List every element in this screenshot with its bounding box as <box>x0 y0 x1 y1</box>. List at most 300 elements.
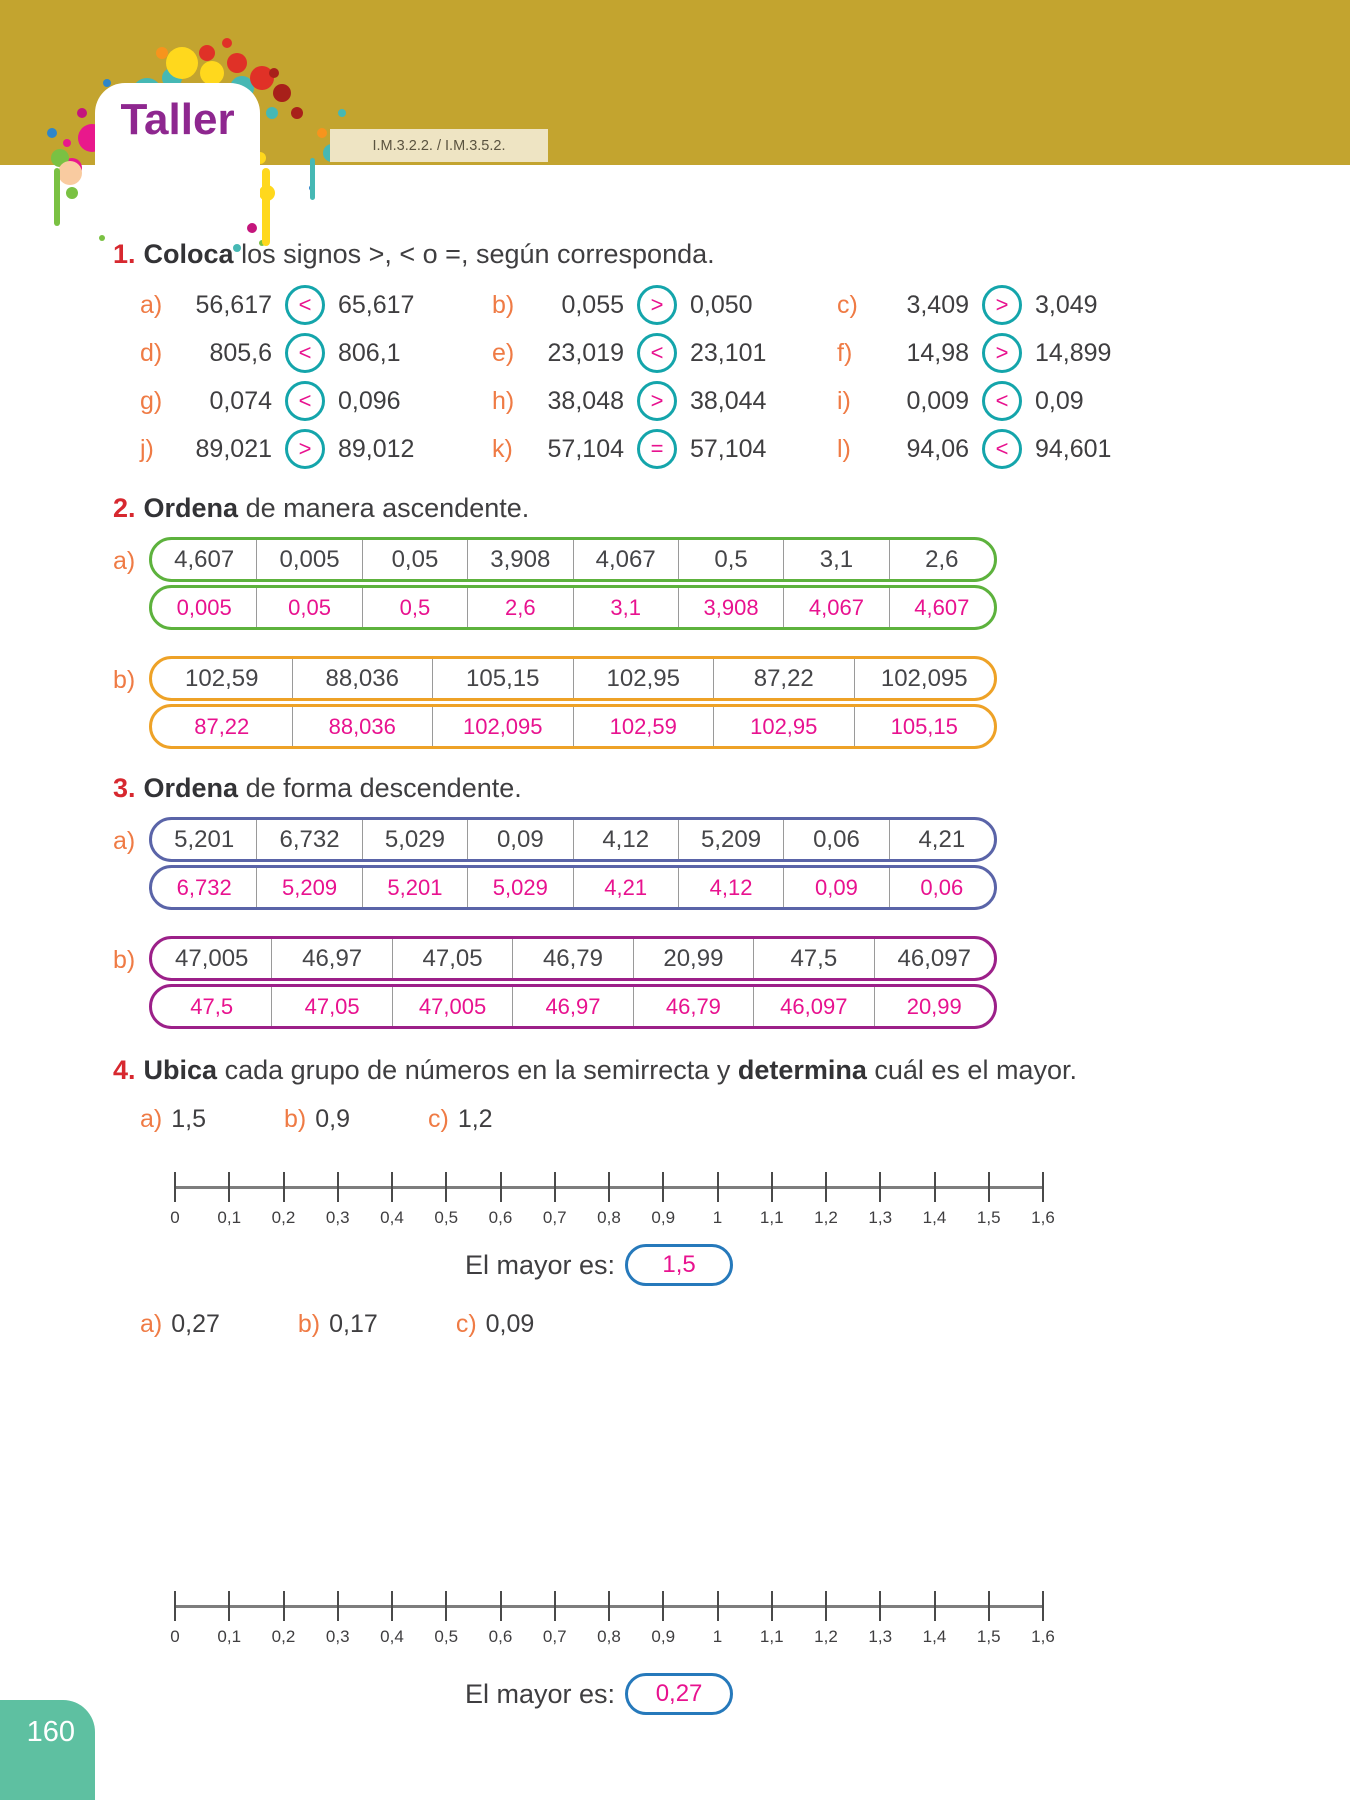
cell-value <box>574 707 715 746</box>
tick-mark <box>554 1591 556 1621</box>
mayor-answer-field-1[interactable] <box>625 1244 733 1286</box>
cell-value <box>293 707 434 746</box>
cell-text: 102,95 <box>750 713 818 739</box>
comparison-item <box>492 333 837 373</box>
cell-text: 47,5 <box>790 944 838 972</box>
tick-label: 0,3 <box>325 1627 350 1646</box>
cell-text: 6,732 <box>279 825 340 853</box>
item-letter: a) <box>113 827 136 855</box>
cell-text: 87,22 <box>194 713 250 739</box>
tick-mark <box>174 1591 176 1621</box>
right-number: 94,601 <box>1035 434 1112 463</box>
tick-mark <box>337 1591 339 1621</box>
cell-value <box>257 588 362 627</box>
mayor-label-2: El mayor es: <box>465 1678 616 1709</box>
cell-value <box>574 659 715 698</box>
cell-text: 3,908 <box>490 545 551 573</box>
tick-mark <box>283 1172 285 1202</box>
comparison-sign: < <box>995 388 1009 413</box>
comparison-sign: < <box>298 292 312 317</box>
tick-label: 1,4 <box>922 1627 947 1646</box>
tick-label: 0,4 <box>380 1627 404 1646</box>
cell-text: 5,029 <box>384 825 445 853</box>
tick-label: 1,2 <box>814 1208 838 1227</box>
cell-text: 102,59 <box>609 713 677 739</box>
tick-mark <box>988 1172 990 1202</box>
option-value: 0,27 <box>171 1310 220 1338</box>
cell-text: 4,21 <box>918 825 966 853</box>
pill-stack <box>149 936 997 1029</box>
tick-label: 0,6 <box>488 1208 513 1227</box>
exercise2-verb: Ordena <box>143 493 239 523</box>
cell-text: 102,095 <box>462 713 543 739</box>
cell-value <box>152 987 272 1026</box>
tick-mark <box>825 1172 827 1202</box>
tick-mark <box>771 1591 773 1621</box>
item-letter: g) <box>140 386 163 415</box>
tick-label: 0,1 <box>217 1208 242 1227</box>
item-letter: d) <box>140 338 163 367</box>
tick-label: 0,9 <box>651 1208 676 1227</box>
cell-value <box>152 820 257 859</box>
tick-mark <box>988 1591 990 1621</box>
item-letter: b) <box>113 946 136 974</box>
tick-label: 1,6 <box>1031 1208 1055 1227</box>
option-item <box>456 1310 535 1339</box>
cell-value <box>574 820 679 859</box>
tick-label: 1,2 <box>814 1627 838 1646</box>
cell-text: 3,1 <box>819 545 854 573</box>
item-letter: b) <box>113 666 136 694</box>
order-block <box>113 936 1270 1029</box>
exercise3-title <box>113 771 1270 805</box>
cell-value <box>363 868 468 907</box>
given-row <box>149 936 997 981</box>
item-letter: i) <box>837 386 851 415</box>
exercise4-instruction-middle: cada grupo de números en la semirrecta y <box>217 1055 738 1085</box>
tick-label: 0,2 <box>271 1208 296 1227</box>
right-number: 3,049 <box>1035 290 1098 319</box>
cell-value <box>890 588 994 627</box>
tick-label: 1,1 <box>759 1627 784 1646</box>
cell-text: 6,732 <box>176 874 232 900</box>
option-value: 0,9 <box>315 1105 350 1133</box>
exercise2-number: 2. <box>113 493 136 523</box>
right-number: 65,617 <box>338 290 415 319</box>
tick-mark <box>174 1172 176 1202</box>
exercise1-verb: Coloca <box>143 239 234 269</box>
item-letter: b) <box>492 290 515 319</box>
cell-text: 88,036 <box>328 713 396 739</box>
sign-answer-circle[interactable] <box>285 333 325 373</box>
option-value: 1,5 <box>171 1105 206 1133</box>
sign-answer-circle[interactable] <box>982 333 1022 373</box>
comparison-item <box>492 285 837 325</box>
option-item <box>140 1105 206 1134</box>
item-letter: a) <box>140 1310 163 1338</box>
cell-value <box>679 540 784 579</box>
right-number: 14,899 <box>1035 338 1112 367</box>
cell-text: 0,09 <box>815 874 858 900</box>
exercise3-number: 3. <box>113 773 136 803</box>
tick-mark <box>771 1172 773 1202</box>
cell-value <box>257 540 362 579</box>
standards-code-strip <box>330 129 548 162</box>
tick-mark <box>662 1591 664 1621</box>
comparison-item <box>837 381 1270 421</box>
cell-text: 102,95 <box>606 664 680 692</box>
cell-value <box>855 707 995 746</box>
exercise2-blocks <box>113 537 1270 749</box>
left-number: 94,06 <box>906 434 969 463</box>
cell-value <box>257 868 362 907</box>
left-number: 57,104 <box>547 434 624 463</box>
exercise1-instruction: los signos >, < o =, según corresponda. <box>233 239 715 269</box>
cell-value <box>855 659 995 698</box>
exercise4-verb1: Ubica <box>143 1055 218 1085</box>
exercise4-title <box>113 1053 1270 1087</box>
given-row <box>149 537 997 582</box>
cell-value <box>152 540 257 579</box>
order-block <box>113 537 1270 630</box>
tick-mark <box>228 1591 230 1621</box>
right-number: 38,044 <box>690 386 767 415</box>
cell-text: 102,095 <box>880 664 968 692</box>
cell-value <box>152 868 257 907</box>
cell-value <box>754 987 874 1026</box>
cell-text: 4,067 <box>808 594 864 620</box>
cell-value <box>468 820 573 859</box>
cell-value <box>634 987 754 1026</box>
cell-text: 2,6 <box>505 594 536 620</box>
item-letter: c) <box>455 1310 477 1338</box>
exercise1-number: 1. <box>113 239 136 269</box>
cell-value <box>272 987 392 1026</box>
numberline-2 <box>170 1585 1055 1649</box>
tick-mark <box>1042 1591 1044 1621</box>
comparison-sign: < <box>298 388 312 413</box>
cell-text: 46,79 <box>542 944 603 972</box>
tick-mark <box>391 1591 393 1621</box>
tick-label: 0 <box>170 1627 180 1646</box>
cell-text: 47,5 <box>190 993 234 1019</box>
comparison-item <box>140 429 492 469</box>
page-title: Taller <box>120 95 235 144</box>
mayor-row-2 <box>465 1673 1270 1715</box>
cell-value <box>363 588 468 627</box>
cell-value <box>890 868 994 907</box>
cell-text: 0,5 <box>714 545 748 573</box>
comparison-grid <box>113 285 1270 469</box>
tick-mark <box>717 1591 719 1621</box>
tick-label: 1,3 <box>868 1208 893 1227</box>
cell-text: 4,12 <box>709 874 753 900</box>
exercise2-title <box>113 491 1270 525</box>
page-content <box>0 165 1350 1715</box>
cell-text: 0,09 <box>496 825 544 853</box>
cell-text: 4,607 <box>174 545 235 573</box>
order-block <box>113 817 1270 910</box>
tick-mark <box>934 1172 936 1202</box>
tick-label: 1,5 <box>976 1627 1001 1646</box>
item-letter: b) <box>284 1105 307 1133</box>
right-number: 0,050 <box>690 290 753 319</box>
cell-text: 4,12 <box>602 825 650 853</box>
left-number: 23,019 <box>547 338 624 367</box>
cell-text: 47,05 <box>422 944 483 972</box>
tick-label: 0,1 <box>217 1627 242 1646</box>
exercise1-title <box>113 237 1270 271</box>
cell-text: 5,201 <box>174 825 235 853</box>
tick-label: 0,7 <box>542 1208 567 1227</box>
item-letter: a) <box>113 547 136 575</box>
right-number: 57,104 <box>690 434 767 463</box>
cell-value <box>152 588 257 627</box>
cell-value <box>875 939 994 978</box>
tick-label: 0,5 <box>434 1627 459 1646</box>
left-number: 3,409 <box>906 290 969 319</box>
item-letter: j) <box>140 434 154 463</box>
left-number: 805,6 <box>209 338 272 367</box>
pill-stack <box>149 817 997 910</box>
cell-text: 0,05 <box>391 545 439 573</box>
cell-text: 46,97 <box>545 993 601 1019</box>
tick-mark <box>608 1591 610 1621</box>
comparison-sign: > <box>995 340 1009 365</box>
standards-code-text: I.M.3.2.2. / I.M.3.5.2. <box>372 137 506 154</box>
cell-text: 0,05 <box>288 594 331 620</box>
comparison-item <box>492 429 837 469</box>
cell-value <box>257 820 362 859</box>
cell-text: 4,21 <box>604 874 648 900</box>
cell-text: 87,22 <box>753 664 814 692</box>
comparison-sign: < <box>995 436 1009 461</box>
tick-mark <box>825 1591 827 1621</box>
sign-answer-circle[interactable] <box>637 285 677 325</box>
left-number: 56,617 <box>195 290 272 319</box>
cell-text: 105,15 <box>890 713 958 739</box>
cell-value <box>784 820 889 859</box>
cell-text: 20,99 <box>906 993 962 1019</box>
tick-mark <box>500 1591 502 1621</box>
pill-stack <box>149 656 997 749</box>
pill-stack <box>149 537 997 630</box>
comparison-item <box>140 381 492 421</box>
comparison-item <box>837 333 1270 373</box>
sign-answer-circle[interactable] <box>285 285 325 325</box>
cell-value <box>574 868 679 907</box>
sign-answer-circle[interactable] <box>982 285 1022 325</box>
cell-value <box>890 540 994 579</box>
cell-value <box>468 540 573 579</box>
cell-value <box>890 820 994 859</box>
sign-answer-circle[interactable] <box>982 429 1022 469</box>
item-letter: a) <box>140 290 163 319</box>
tick-label: 0,8 <box>597 1627 621 1646</box>
answer-row[interactable] <box>149 984 997 1029</box>
right-number: 0,09 <box>1035 386 1084 415</box>
number-group-1 <box>113 1105 1270 1134</box>
cell-text: 5,209 <box>701 825 762 853</box>
exercise3-verb: Ordena <box>143 773 239 803</box>
sign-answer-circle[interactable] <box>637 381 677 421</box>
cell-text: 0,06 <box>920 874 964 900</box>
cell-text: 0,06 <box>813 825 860 853</box>
answer-row[interactable] <box>149 704 997 749</box>
cell-text: 3,1 <box>610 594 641 620</box>
comparison-sign: > <box>650 388 664 413</box>
tick-label: 0,5 <box>434 1208 459 1227</box>
cell-value <box>363 540 468 579</box>
tick-mark <box>717 1172 719 1202</box>
cell-value <box>293 659 434 698</box>
cell-value <box>634 939 754 978</box>
comparison-item <box>837 285 1270 325</box>
exercise3-instruction: de forma descendente. <box>238 773 522 803</box>
cell-text: 105,15 <box>466 664 540 692</box>
tick-label: 1,1 <box>759 1208 784 1227</box>
cell-value <box>363 820 468 859</box>
given-row <box>149 817 997 862</box>
cell-value <box>433 659 574 698</box>
comparison-item <box>140 285 492 325</box>
tick-mark <box>1042 1172 1044 1202</box>
left-number: 14,98 <box>906 338 969 367</box>
cell-value <box>784 588 889 627</box>
cell-value <box>468 588 573 627</box>
tick-mark <box>445 1172 447 1202</box>
tick-label: 1,5 <box>976 1208 1001 1227</box>
sign-answer-circle[interactable] <box>285 381 325 421</box>
cell-value <box>393 939 513 978</box>
cell-value <box>574 588 679 627</box>
tick-label: 0,2 <box>271 1627 296 1646</box>
option-value: 0,17 <box>329 1310 378 1338</box>
item-letter: b) <box>297 1310 321 1338</box>
mayor-answer-value-1: 1,5 <box>662 1251 696 1278</box>
answer-row[interactable] <box>149 865 997 910</box>
comparison-sign: < <box>298 340 312 365</box>
tick-label: 0,3 <box>325 1208 350 1227</box>
cell-text: 46,097 <box>780 993 848 1019</box>
cell-text: 47,05 <box>304 993 360 1019</box>
cell-text: 47,005 <box>175 944 249 972</box>
tick-mark <box>283 1591 285 1621</box>
cell-text: 0,005 <box>176 594 232 620</box>
exercise2-instruction: de manera ascendente. <box>238 493 530 523</box>
item-letter: h) <box>492 386 515 415</box>
given-row <box>149 656 997 701</box>
sign-answer-circle[interactable] <box>982 381 1022 421</box>
tick-label: 0,4 <box>380 1208 404 1227</box>
sign-answer-circle[interactable] <box>637 429 677 469</box>
cell-text: 5,201 <box>387 874 443 900</box>
item-letter: c) <box>837 290 858 319</box>
tick-mark <box>500 1172 502 1202</box>
cell-text: 0,005 <box>279 545 340 573</box>
option-item <box>298 1310 378 1339</box>
comparison-item <box>837 429 1270 469</box>
left-number: 0,055 <box>561 290 624 319</box>
tick-mark <box>662 1172 664 1202</box>
tick-label: 0,6 <box>488 1627 513 1646</box>
tick-label: 0,7 <box>542 1627 567 1646</box>
tick-label: 1,3 <box>868 1627 893 1646</box>
tick-mark <box>554 1172 556 1202</box>
cell-text: 20,99 <box>663 944 724 972</box>
comparison-sign: < <box>650 340 664 365</box>
cell-value <box>272 939 392 978</box>
exercise3-blocks <box>113 817 1270 1029</box>
order-block <box>113 656 1270 749</box>
answer-row[interactable] <box>149 585 997 630</box>
cell-value <box>754 939 874 978</box>
cell-text: 5,209 <box>282 874 338 900</box>
right-number: 806,1 <box>338 338 401 367</box>
sign-answer-circle[interactable] <box>637 333 677 373</box>
cell-text: 46,79 <box>665 993 721 1019</box>
page-number-tab <box>0 1700 95 1800</box>
cell-value <box>152 939 272 978</box>
item-letter: a) <box>140 1105 163 1133</box>
cell-value <box>152 707 293 746</box>
cell-value <box>468 868 573 907</box>
cell-value <box>714 707 855 746</box>
tick-mark <box>608 1172 610 1202</box>
item-letter: c) <box>428 1105 449 1133</box>
tick-label: 1,6 <box>1031 1627 1055 1646</box>
tick-label: 0,8 <box>597 1208 621 1227</box>
tick-label: 1 <box>712 1627 723 1646</box>
option-value: 1,2 <box>457 1105 493 1133</box>
cell-value <box>513 939 633 978</box>
comparison-sign: > <box>995 292 1009 317</box>
tick-label: 1,4 <box>922 1208 947 1227</box>
mayor-answer-value-2: 0,27 <box>655 1680 703 1707</box>
cell-text: 3,908 <box>703 594 759 620</box>
left-number: 0,009 <box>906 386 969 415</box>
mayor-label-1: El mayor es: <box>465 1249 616 1280</box>
comparison-sign: > <box>650 292 664 317</box>
number-group-2 <box>113 1310 1270 1339</box>
page-number: 160 <box>26 1716 75 1748</box>
mayor-row-1 <box>465 1244 1270 1286</box>
cell-text: 4,607 <box>914 594 970 620</box>
tick-mark <box>391 1172 393 1202</box>
tick-label: 0 <box>170 1208 180 1227</box>
left-number: 89,021 <box>195 434 272 463</box>
sign-answer-circle[interactable] <box>285 429 325 469</box>
cell-text: 5,029 <box>492 874 548 900</box>
option-item <box>140 1310 220 1339</box>
cell-value <box>393 987 513 1026</box>
cell-value <box>714 659 855 698</box>
cell-value <box>784 540 889 579</box>
mayor-answer-field-2[interactable] <box>625 1673 733 1715</box>
cell-text: 102,59 <box>185 664 259 692</box>
cell-value <box>574 540 679 579</box>
comparison-sign: > <box>298 436 312 461</box>
right-number: 23,101 <box>690 338 767 367</box>
cell-text: 0,5 <box>399 594 431 620</box>
tick-mark <box>934 1591 936 1621</box>
option-item <box>284 1105 350 1134</box>
exercise4-number: 4. <box>113 1055 136 1085</box>
tick-label: 0,9 <box>651 1627 676 1646</box>
comparison-item <box>140 333 492 373</box>
exercise4-verb2: determina <box>737 1055 867 1085</box>
left-number: 0,074 <box>209 386 272 415</box>
